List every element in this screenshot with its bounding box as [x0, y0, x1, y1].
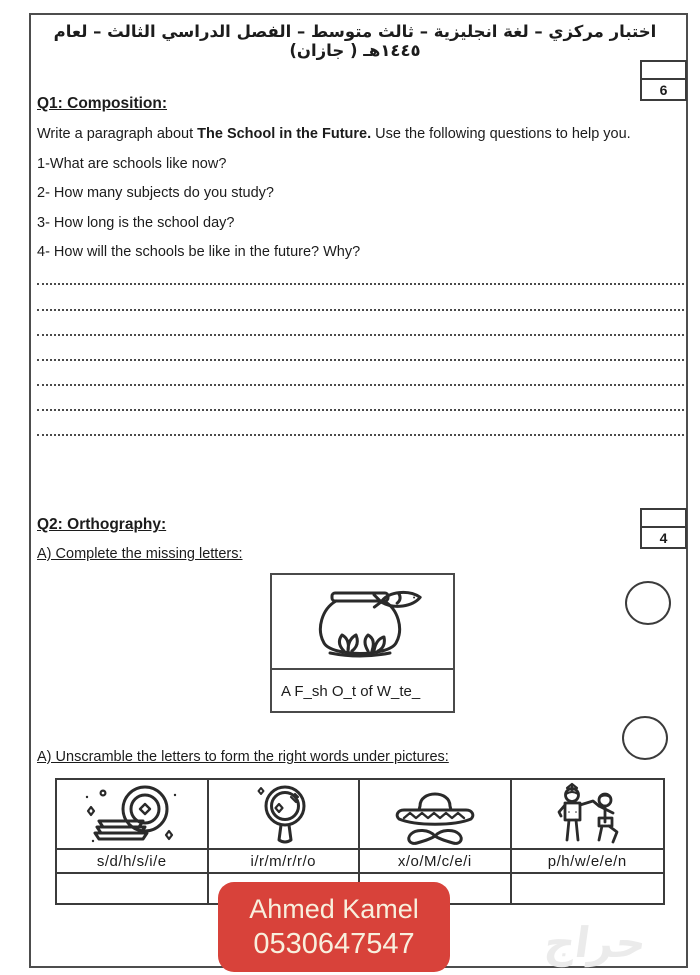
- q1-heading: Q1: Composition:: [37, 95, 168, 112]
- q1-intro: [37, 126, 631, 142]
- contact-name: Ahmed Kamel: [249, 894, 419, 924]
- letters-cell: x/o/M/c/e/i: [360, 850, 512, 874]
- contact-phone: 0530647547: [253, 928, 415, 960]
- grade-circle-bottom: [622, 716, 668, 760]
- q2-score-value: 4: [659, 529, 668, 546]
- q2-part-a2-label: A) Unscramble the letters to form the right words under pictures:: [37, 749, 449, 765]
- q1-question-2: 2- How many subjects do you study?: [37, 185, 274, 201]
- answer-line: [37, 307, 684, 311]
- sombrero-icon: [380, 782, 490, 846]
- exam-header-arabic: اختبار مركزي – لغة انجليزية – ثالث متوسط – الفصل الدراسي الثالث – لعام ١٤٤٥هـ ( جازان): [53, 22, 657, 60]
- answer-line: [37, 382, 684, 386]
- fishbowl-icon: [320, 593, 399, 656]
- answer-cell: [57, 874, 209, 903]
- answer-line: [37, 407, 684, 411]
- answer-line: [37, 281, 684, 285]
- q1-score-value: 6: [659, 81, 668, 98]
- picture-cell-mirror: [209, 780, 361, 850]
- grade-circle-top: [625, 581, 671, 625]
- answer-line: [37, 332, 684, 336]
- q1-score-box: [640, 60, 687, 101]
- q1-intro-topic: The School in the Future.: [197, 126, 372, 142]
- q1-intro-prefix: Write a paragraph about: [37, 126, 198, 142]
- fishbowl-caption: A F_sh O_t of W_te_: [281, 683, 421, 700]
- q1-question-1: 1-What are schools like now?: [37, 156, 227, 172]
- nephew-icon: [541, 782, 633, 846]
- letters-cell: s/d/h/s/i/e: [57, 850, 209, 874]
- q2-score-box: [640, 508, 687, 549]
- picture-cell-dishes: [57, 780, 209, 850]
- answer-line: [37, 432, 684, 436]
- q1-score-empty-cell: [642, 62, 685, 80]
- q1-intro-suffix: Use the following questions to help you.: [371, 126, 631, 142]
- q2-score-empty-cell: [642, 510, 685, 528]
- q1-question-3: 3- How long is the school day?: [37, 215, 235, 231]
- letters-cell: i/r/m/r/r/o: [209, 850, 361, 874]
- picture-cell-mexico: [360, 780, 512, 850]
- haraj-watermark: حراج: [541, 918, 650, 967]
- q2-heading: Q2: Orthography:: [37, 516, 167, 533]
- contact-badge: [218, 882, 450, 972]
- q2-part-a1-label: A) Complete the missing letters:: [37, 546, 243, 562]
- answer-cell: [512, 874, 664, 903]
- dishes-icon: [77, 783, 187, 845]
- answer-line: [37, 357, 684, 361]
- fish-and-bowl-illustration: [288, 579, 438, 665]
- fishbowl-exercise-box: [270, 573, 455, 713]
- letters-cell: p/h/w/e/e/n: [512, 850, 664, 874]
- q1-question-4: 4- How will the schools be like in the future? Why?: [37, 244, 361, 260]
- picture-cell-nephew: [512, 780, 664, 850]
- mirror-icon: [251, 782, 315, 846]
- fishbowl-image-area: [272, 575, 453, 670]
